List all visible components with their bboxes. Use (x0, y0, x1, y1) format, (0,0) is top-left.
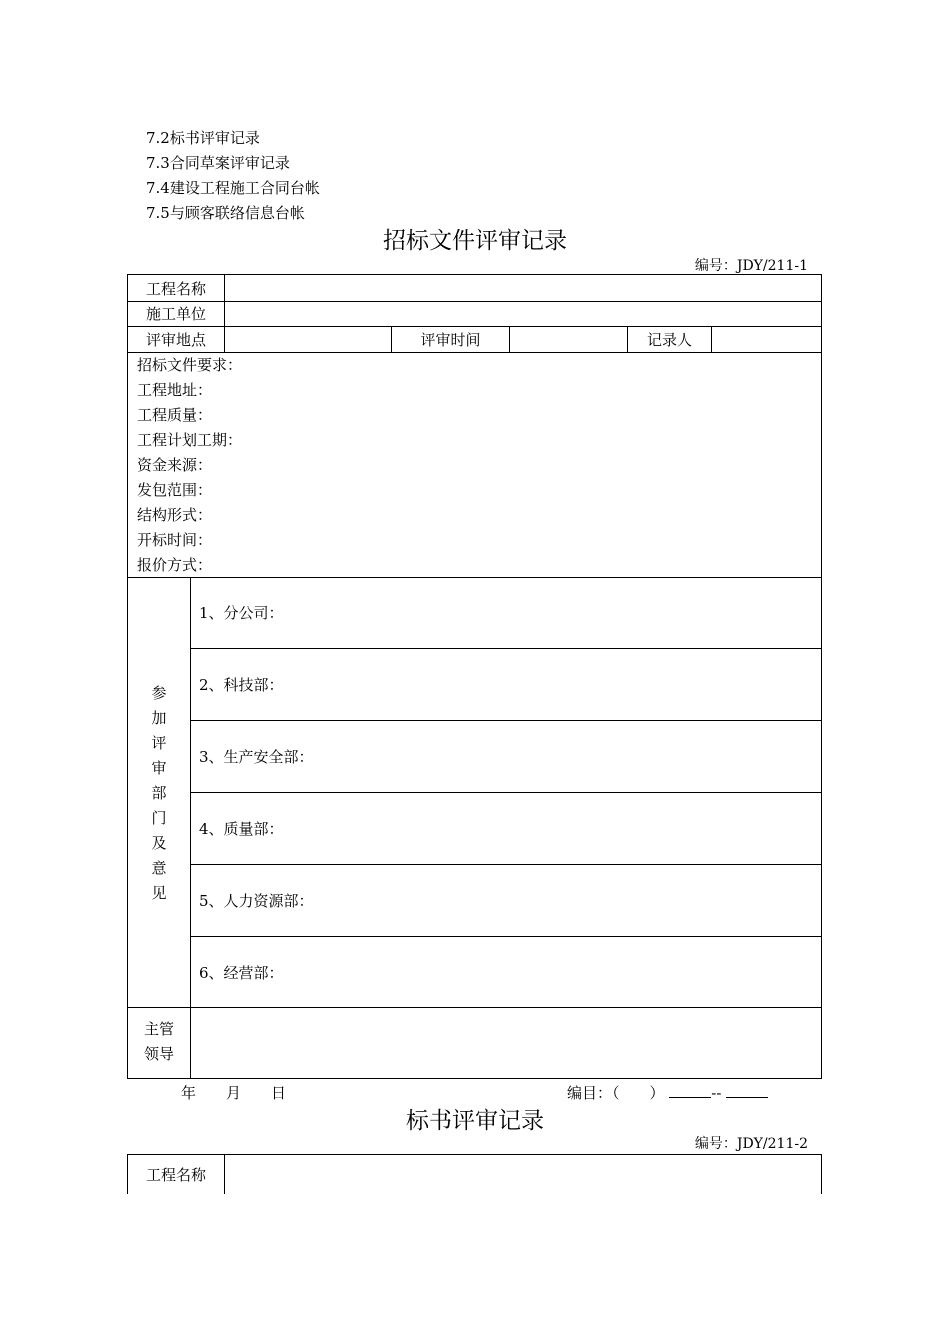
dept-opinion-row[interactable]: 2、科技部： (191, 649, 821, 721)
requirements-block (128, 352, 821, 578)
review-time-field[interactable] (510, 326, 627, 352)
date-label: 年 月 日 (181, 1084, 287, 1102)
serial-blank[interactable] (726, 1083, 768, 1098)
project-name-row (128, 275, 821, 302)
review-time-label: 评审时间 (420, 330, 481, 349)
toc-item: 7.3合同草案评审记录 (146, 154, 290, 172)
review-place-field[interactable] (225, 326, 391, 352)
leader-label: 主管 领导 (143, 1020, 174, 1063)
form2-code: 编号：JDY/211-2 (694, 1136, 808, 1152)
form1-title: 招标文件评审记录 (383, 228, 567, 254)
toc-item: 7.5与顾客联络信息台帐 (146, 204, 305, 222)
review-place-label: 评审地点 (145, 330, 206, 349)
form1-table (127, 274, 822, 1079)
table-of-contents (146, 126, 320, 226)
requirement-line: 工程地址： (137, 381, 213, 399)
form2-project-name-field[interactable] (225, 1155, 821, 1194)
toc-item: 7.2标书评审记录 (146, 129, 260, 147)
dept-opinion-row[interactable]: 1、分公司： (191, 577, 821, 649)
leader-row (128, 1007, 821, 1078)
requirement-line: 招标文件要求： (137, 356, 243, 374)
form2-title: 标书评审记录 (406, 1108, 544, 1134)
requirement-line: 报价方式： (137, 556, 213, 574)
requirement-line: 工程质量： (137, 406, 213, 424)
dept-opinion-row[interactable]: 5、人力资源部： (191, 865, 821, 937)
project-name-field[interactable] (225, 275, 821, 301)
dept-opinion-row[interactable]: 3、生产安全部： (191, 721, 821, 793)
project-name-label: 工程名称 (145, 279, 206, 298)
requirement-line: 工程计划工期： (137, 431, 243, 449)
contractor-row (128, 301, 821, 327)
review-info-row (128, 326, 821, 353)
serial-number: 编目：（ ） -- (567, 1082, 768, 1103)
dept-opinion-row[interactable]: 6、经营部： (199, 963, 284, 982)
recorder-field[interactable] (712, 326, 821, 352)
dept-heading: 参 加 评 审 部 门 及 意 见 (151, 684, 167, 902)
contractor-label: 施工单位 (145, 305, 206, 323)
requirement-line: 结构形式： (137, 506, 213, 524)
serial-blank[interactable] (669, 1083, 711, 1098)
form2-project-name-label: 工程名称 (145, 1165, 206, 1184)
dept-opinion-row[interactable]: 4、质量部： (191, 793, 821, 865)
requirement-line: 资金来源： (137, 456, 213, 474)
departments-block (128, 577, 821, 1008)
form2-table (127, 1154, 822, 1194)
contractor-field[interactable] (225, 301, 821, 326)
form1-code: 编号：JDY/211-1 (694, 258, 808, 274)
recorder-label: 记录人 (646, 330, 692, 349)
requirement-line: 发包范围： (137, 481, 213, 499)
toc-item: 7.4建设工程施工合同台帐 (146, 179, 320, 197)
requirement-line: 开标时间： (137, 531, 213, 549)
leader-opinion-field[interactable] (191, 1007, 821, 1078)
